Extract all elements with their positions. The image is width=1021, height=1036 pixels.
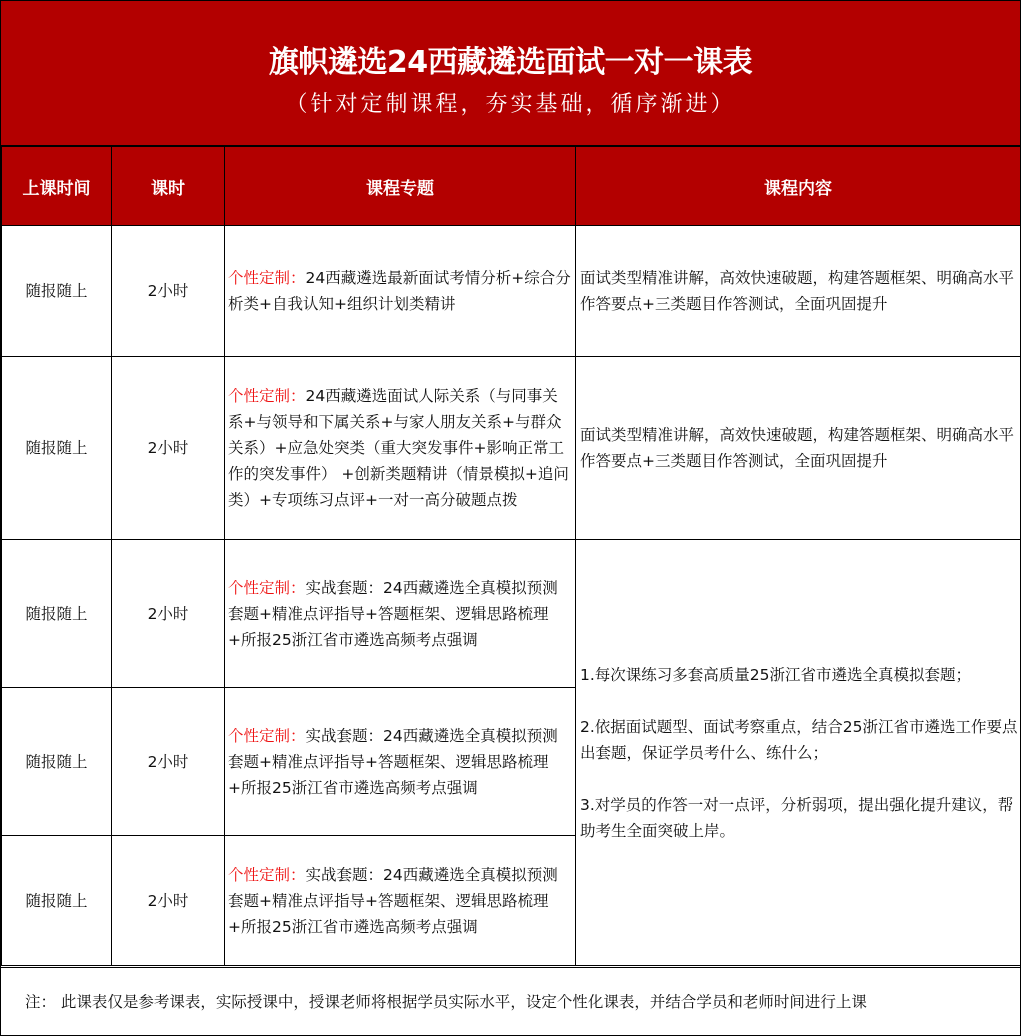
cell-topic (225, 836, 576, 966)
footer-note (1, 967, 1020, 1036)
cell-hours: 2小时 (112, 226, 225, 357)
column-header-topic: 课程专题 (225, 147, 576, 226)
cell-time: 随报随上 (2, 688, 112, 836)
title-banner (1, 1, 1020, 146)
cell-topic (225, 226, 576, 357)
topic-text: 实战套题：24西藏遴选全真模拟预测套题+精准点评指导+答题框架、逻辑思路梳理+所报25浙江省市遴选高频考点强调 (228, 865, 558, 936)
topic-prefix: 个性定制： (228, 269, 306, 287)
cell-hours: 2小时 (112, 688, 225, 836)
content-item: 2.依据面试题型、面试考察重点，结合25浙江省市遴选工作要点出套题，保证学员考什么、练什么； (580, 717, 1018, 762)
topic-text: 24西藏遴选面试人际关系（与同事关系+与领导和下属关系+与家人朋友关系+与群众关系）+应急处突类（重大突发事件+影响正常工作的突发事件） +创新类题精讲（情景模拟+追问类）+专项练习点评+一对一高分破题点拨 (228, 387, 569, 509)
topic-prefix: 个性定制： (228, 387, 306, 405)
table-row (2, 540, 1021, 688)
cell-content: 面试类型精准讲解，高效快速破题，构建答题框架、明确高水平作答要点+三类题目作答测试，全面巩固提升 (576, 357, 1021, 540)
topic-prefix: 个性定制： (228, 578, 306, 597)
column-header-hours: 课时 (112, 147, 225, 226)
topic-prefix: 个性定制： (228, 865, 306, 884)
table-row (2, 357, 1021, 540)
table-row (2, 226, 1021, 357)
cell-time: 随报随上 (2, 357, 112, 540)
content-item: 1.每次课练习多套高质量25浙江省市遴选全真模拟套题； (580, 665, 972, 684)
cell-time: 随报随上 (2, 226, 112, 357)
cell-hours: 2小时 (112, 540, 225, 688)
cell-hours: 2小时 (112, 357, 225, 540)
cell-topic (225, 357, 576, 540)
table-header-row (2, 147, 1021, 226)
topic-text: 24西藏遴选最新面试考情分析+综合分析类+自我认知+组织计划类精讲 (228, 269, 571, 313)
column-header-time: 上课时间 (2, 147, 112, 226)
content-item: 3.对学员的作答一对一点评，分析弱项，提出强化提升建议，帮助考生全面突破上岸。 (580, 795, 1014, 840)
page-subtitle: （针对定制课程，夯实基础，循序渐进） (285, 92, 736, 117)
cell-time: 随报随上 (2, 836, 112, 966)
cell-content-merged (576, 540, 1021, 966)
schedule-table (1, 146, 1021, 966)
topic-prefix: 个性定制： (228, 726, 306, 745)
topic-text: 实战套题：24西藏遴选全真模拟预测套题+精准点评指导+答题框架、逻辑思路梳理+所报25浙江省市遴选高频考点强调 (228, 578, 558, 649)
cell-time: 随报随上 (2, 540, 112, 688)
topic-text: 实战套题：24西藏遴选全真模拟预测套题+精准点评指导+答题框架、逻辑思路梳理+所报25浙江省市遴选高频考点强调 (228, 726, 558, 797)
page-title: 旗帜遴选24西藏遴选面试一对一课表 (268, 45, 753, 80)
column-header-content: 课程内容 (576, 147, 1021, 226)
cell-content: 面试类型精准讲解，高效快速破题，构建答题框架、明确高水平作答要点+三类题目作答测试，全面巩固提升 (576, 226, 1021, 357)
cell-topic (225, 540, 576, 688)
cell-topic (225, 688, 576, 836)
cell-hours: 2小时 (112, 836, 225, 966)
note-text: 注： 此课表仅是参考课表，实际授课中，授课老师将根据学员实际水平，设定个性化课表，并结合学员和老师时间进行上课 (25, 993, 867, 1011)
